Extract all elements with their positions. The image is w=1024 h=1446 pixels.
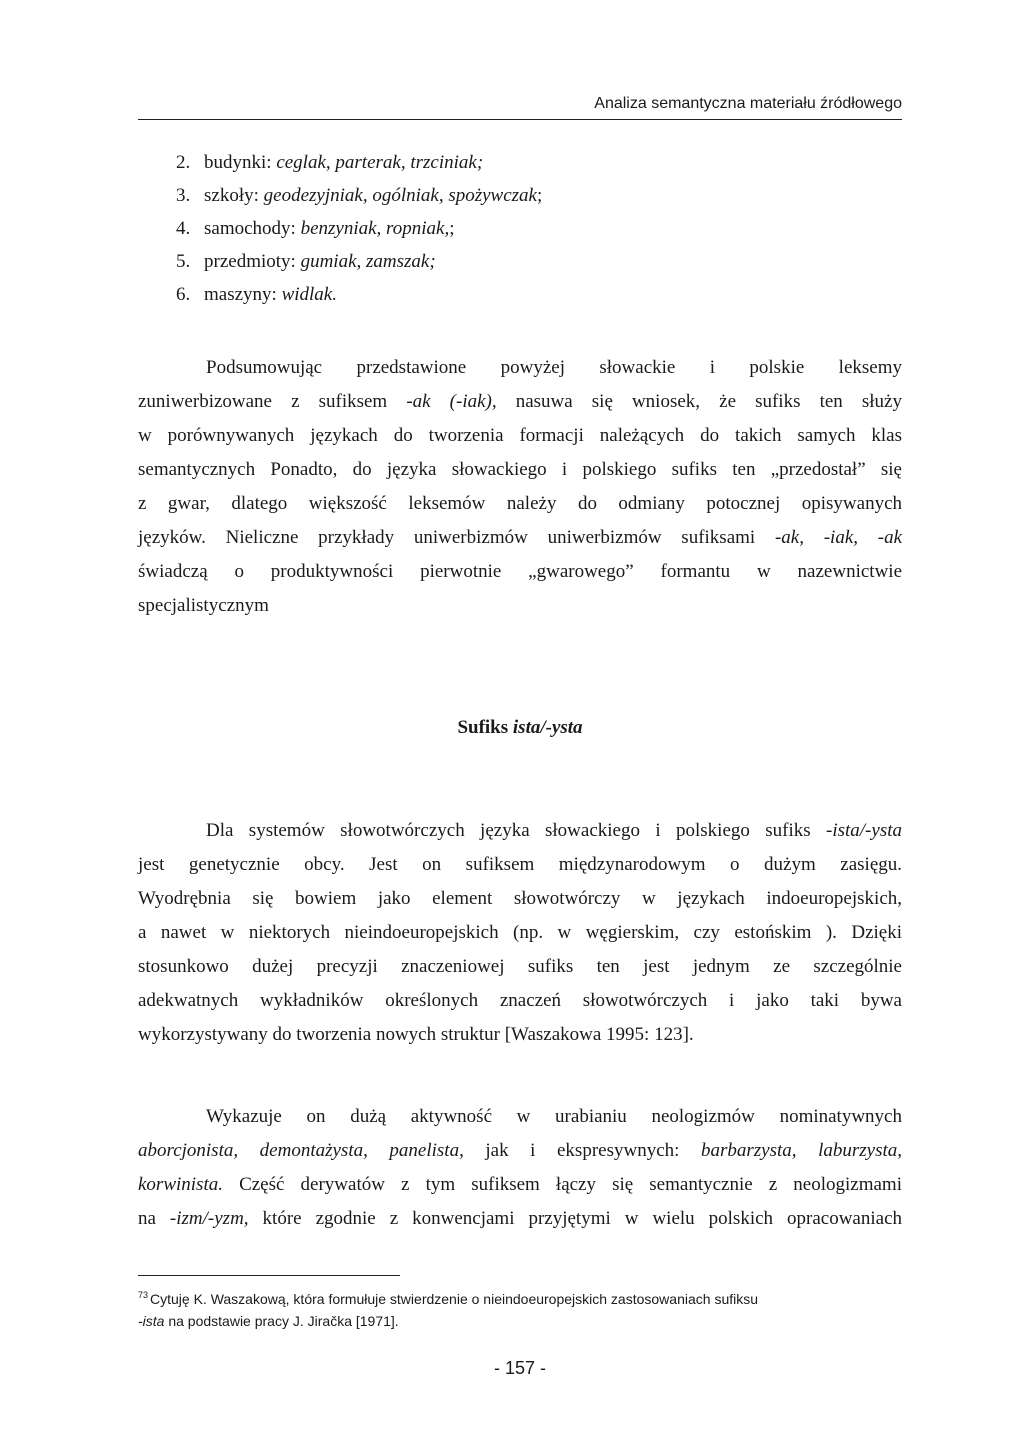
list-item-label: budynki: (204, 152, 277, 173)
text-line: specjalistycznym (138, 595, 269, 616)
footnote-text: Cytuję K. Waszakową, która formułuje stwierdzenie o nieindoeuropejskich zastosowaniach sufiksu (150, 1291, 759, 1307)
text-line: stosunkowo dużej precyzji znaczeniowej sufiks ten jest jednym ze szczególnie (138, 956, 902, 977)
list-item-tail: ; (449, 218, 455, 239)
paragraph-neologisms (138, 1100, 902, 1236)
list-item-tail: ; (536, 185, 543, 206)
text-line: Wykazuje on dużą aktywność w urabianiu neologizmów nominatywnych (206, 1106, 902, 1127)
list-item-examples: geodezyjniak, ogólniak, spożywczak (263, 185, 537, 206)
section-heading-suffix: ista/-ysta (512, 717, 583, 738)
text-run-italic: -ak, -iak, -ak (774, 527, 903, 548)
text-line: z gwar, dlatego większość leksemów należy do odmiany potocznej opisywanych (138, 493, 902, 514)
list-item-examples: ceglak, parterak, trzciniak; (276, 152, 484, 173)
list-item (176, 278, 876, 311)
text-line: jest genetycznie obcy. Jest on sufiksem międzynarodowym o dużym zasięgu. (138, 854, 902, 875)
text-line (138, 1202, 902, 1236)
footnote-line (138, 1310, 902, 1332)
text-run: na (138, 1208, 170, 1229)
footnote-marker: 73 (138, 1290, 149, 1300)
list-item-number: 3. (176, 185, 191, 206)
list-item-number: 6. (176, 284, 191, 305)
header-rule (138, 119, 902, 120)
list-item-number: 4. (176, 218, 191, 239)
text-run-italic: barbarzysta, laburzysta, (700, 1140, 903, 1161)
text-run-italic: -ak (-iak), (406, 391, 497, 412)
text-line: w porównywanych językach do tworzenia formacji należących do takich samych klas (138, 425, 902, 446)
list-item-label: przedmioty: (204, 251, 301, 272)
text-line (138, 1134, 902, 1168)
text-run: które zgodnie z konwencjami przyjętymi w wielu polskich opracowaniach (248, 1208, 903, 1229)
text-run-italic: -izm/-yzm, (169, 1208, 249, 1229)
list-item (176, 179, 876, 212)
list-item (176, 245, 876, 278)
list-item-number: 5. (176, 251, 191, 272)
text-run: Dla systemów słowotwórczych języka słowackiego i polskiego sufiks (206, 820, 826, 841)
footnote (138, 1284, 902, 1332)
footnote-text: na podstawie pracy J. Jiračka [1971]. (164, 1313, 399, 1329)
text-line: adekwatnych wykładników określonych znaczeń słowotwórczych i jako taki bywa (138, 990, 902, 1011)
list-item-examples: benzyniak, ropniak, (300, 218, 450, 239)
text-line: świadczą o produktywności pierwotnie „gwarowego” formantu w nazewnictwie (138, 561, 902, 582)
list-item-examples: widlak. (281, 284, 337, 305)
list-item-examples: gumiak, zamszak; (300, 251, 436, 272)
text-line: Podsumowując przedstawione powyżej słowackie i polskie leksemy (206, 357, 902, 378)
text-run-italic: aborcjonista, demontażysta, panelista, (138, 1140, 464, 1161)
running-header: Analiza semantyczna materiału źródłowego (594, 95, 902, 112)
footnote-line (138, 1284, 902, 1310)
text-line: a nawet w niektorych nieindoeuropejskich (np. w węgierskim, czy estońskim ). Dzięki (138, 922, 902, 943)
list-item (176, 212, 876, 245)
text-line: wykorzystywany do tworzenia nowych struktur [Waszakowa 1995: 123]. (138, 1024, 694, 1045)
text-line: semantycznych Ponadto, do języka słowackiego i polskiego sufiks ten „przedostał” się (138, 459, 902, 480)
footnote-rule (138, 1275, 400, 1276)
paragraph-suffix-ista (138, 814, 902, 1052)
text-run: zuniwerbizowane z sufiksem (138, 391, 407, 412)
text-run-italic: korwinista. (138, 1174, 223, 1195)
text-run: nasuwa się wniosek, że sufiks ten służy (496, 391, 902, 412)
text-line (138, 814, 902, 848)
footnote-text-italic: -ista (138, 1313, 165, 1329)
example-list (176, 146, 876, 311)
text-run: języków. Nieliczne przykłady uniwerbizmów uniwerbizmów sufiksami (138, 527, 775, 548)
list-item-number: 2. (176, 152, 191, 173)
text-line (138, 521, 902, 555)
list-item-label: maszyny: (204, 284, 282, 305)
text-line (138, 385, 902, 419)
paragraph-summary (138, 351, 902, 623)
text-line (138, 1168, 902, 1202)
list-item (176, 146, 876, 179)
text-line: Wyodrębnia się bowiem jako element słowotwórczy w językach indoeuropejskich, (138, 888, 902, 909)
section-heading (138, 713, 902, 743)
text-run-italic: -ista/-ysta (826, 820, 902, 841)
text-run: Część derywatów z tym sufiksem łączy się semantycznie z neologizmami (222, 1174, 902, 1195)
list-item-label: szkoły: (204, 185, 264, 206)
list-item-label: samochody: (204, 218, 301, 239)
page-number: - 157 - (493, 1358, 547, 1378)
section-heading-text: Sufiks (457, 717, 513, 738)
text-run: jak i ekspresywnych: (463, 1140, 701, 1161)
